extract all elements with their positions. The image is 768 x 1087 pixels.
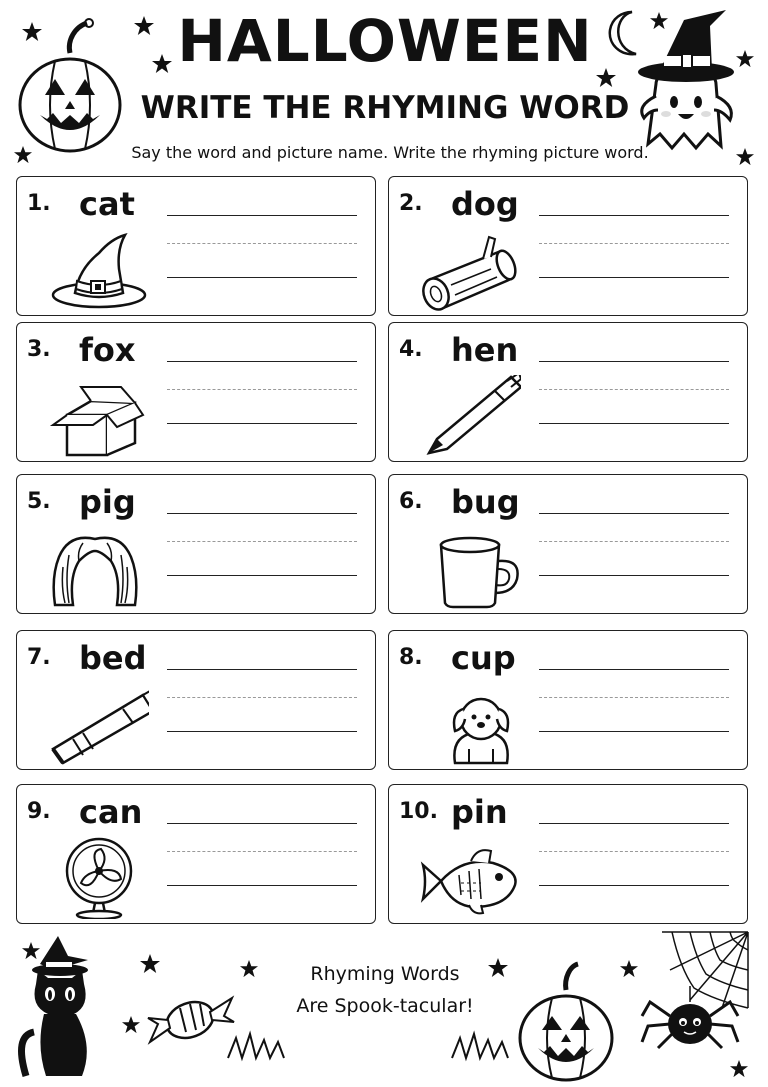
- witch-hat-icon: [39, 229, 149, 311]
- worksheet-header: [0, 0, 768, 175]
- exercise-card-5: [16, 474, 376, 614]
- answer-guide-line: [539, 243, 729, 244]
- answer-guide-line: [167, 243, 357, 244]
- answer-line[interactable]: [539, 823, 729, 824]
- exercise-word: cat: [79, 185, 135, 223]
- jack-o-lantern-icon: [516, 960, 616, 1084]
- answer-guide-line: [167, 697, 357, 698]
- exercise-number: 7.: [27, 645, 51, 670]
- exercise-card-2: [388, 176, 748, 316]
- answer-line[interactable]: [167, 513, 357, 514]
- box-icon: [39, 375, 149, 457]
- footer-message: [270, 958, 500, 1022]
- worksheet-footer: [0, 930, 768, 1087]
- exercise-card-4: [388, 322, 748, 462]
- answer-guide-line: [539, 541, 729, 542]
- exercise-card-9: [16, 784, 376, 924]
- exercise-number: 4.: [399, 337, 423, 362]
- puppy-icon: [411, 683, 521, 765]
- log-icon: [411, 229, 521, 311]
- answer-guide-line: [539, 851, 729, 852]
- answer-line[interactable]: [539, 215, 729, 216]
- answer-line[interactable]: [167, 669, 357, 670]
- grass-icon: [452, 1034, 512, 1058]
- star-icon: [22, 942, 40, 960]
- exercise-number: 5.: [27, 489, 51, 514]
- answer-guide-line: [167, 541, 357, 542]
- answer-line[interactable]: [167, 361, 357, 362]
- answer-line[interactable]: [539, 575, 729, 576]
- star-icon: [14, 146, 32, 164]
- answer-guide-line: [539, 697, 729, 698]
- exercise-word: bug: [451, 483, 520, 521]
- answer-line[interactable]: [167, 215, 357, 216]
- spider-icon: [640, 986, 740, 1056]
- answer-line[interactable]: [167, 823, 357, 824]
- star-icon: [730, 1060, 748, 1078]
- exercise-card-6: [388, 474, 748, 614]
- star-icon: [620, 960, 638, 978]
- exercise-card-1: [16, 176, 376, 316]
- exercise-number: 2.: [399, 191, 423, 216]
- answer-line[interactable]: [539, 423, 729, 424]
- star-icon: [22, 22, 42, 42]
- candy-icon: [140, 990, 240, 1050]
- answer-line[interactable]: [539, 513, 729, 514]
- exercise-card-3: [16, 322, 376, 462]
- fish-icon: [411, 837, 521, 919]
- star-icon: [140, 954, 160, 974]
- answer-line[interactable]: [539, 277, 729, 278]
- answer-line[interactable]: [539, 885, 729, 886]
- answer-guide-line: [539, 389, 729, 390]
- footer-line-1: Rhyming Words: [310, 963, 460, 985]
- exercise-number: 6.: [399, 489, 423, 514]
- page-subtitle: WRITE THE RHYMING WORD: [140, 90, 630, 126]
- answer-guide-line: [167, 389, 357, 390]
- exercise-number: 10.: [399, 799, 438, 824]
- mug-icon: [411, 527, 521, 609]
- star-icon: [122, 1016, 140, 1034]
- exercise-number: 1.: [27, 191, 51, 216]
- answer-line[interactable]: [167, 885, 357, 886]
- exercise-number: 8.: [399, 645, 423, 670]
- exercise-number: 9.: [27, 799, 51, 824]
- exercise-word: cup: [451, 639, 516, 677]
- star-icon: [240, 960, 258, 978]
- pen-icon: [411, 375, 521, 457]
- answer-line[interactable]: [539, 669, 729, 670]
- exercise-word: pig: [79, 483, 136, 521]
- exercise-word: pin: [451, 793, 508, 831]
- exercise-word: fox: [79, 331, 136, 369]
- answer-line[interactable]: [167, 277, 357, 278]
- exercise-card-10: [388, 784, 748, 924]
- footer-line-2: Are Spook-tacular!: [296, 995, 474, 1017]
- answer-guide-line: [167, 851, 357, 852]
- answer-line[interactable]: [167, 575, 357, 576]
- answer-line[interactable]: [167, 423, 357, 424]
- exercise-card-7: [16, 630, 376, 770]
- page-title: HALLOWEEN: [177, 7, 593, 75]
- grass-icon: [228, 1034, 288, 1058]
- instructions-text: Say the word and picture name. Write the rhyming picture word.: [131, 143, 649, 162]
- exercise-word: bed: [79, 639, 147, 677]
- answer-line[interactable]: [539, 731, 729, 732]
- wig-icon: [39, 527, 149, 609]
- exercise-word: hen: [451, 331, 519, 369]
- exercise-card-8: [388, 630, 748, 770]
- answer-line[interactable]: [167, 731, 357, 732]
- exercise-word: can: [79, 793, 143, 831]
- exercise-word: dog: [451, 185, 519, 223]
- crayon-icon: [39, 683, 149, 765]
- exercise-number: 3.: [27, 337, 51, 362]
- answer-line[interactable]: [539, 361, 729, 362]
- fan-icon: [39, 837, 149, 919]
